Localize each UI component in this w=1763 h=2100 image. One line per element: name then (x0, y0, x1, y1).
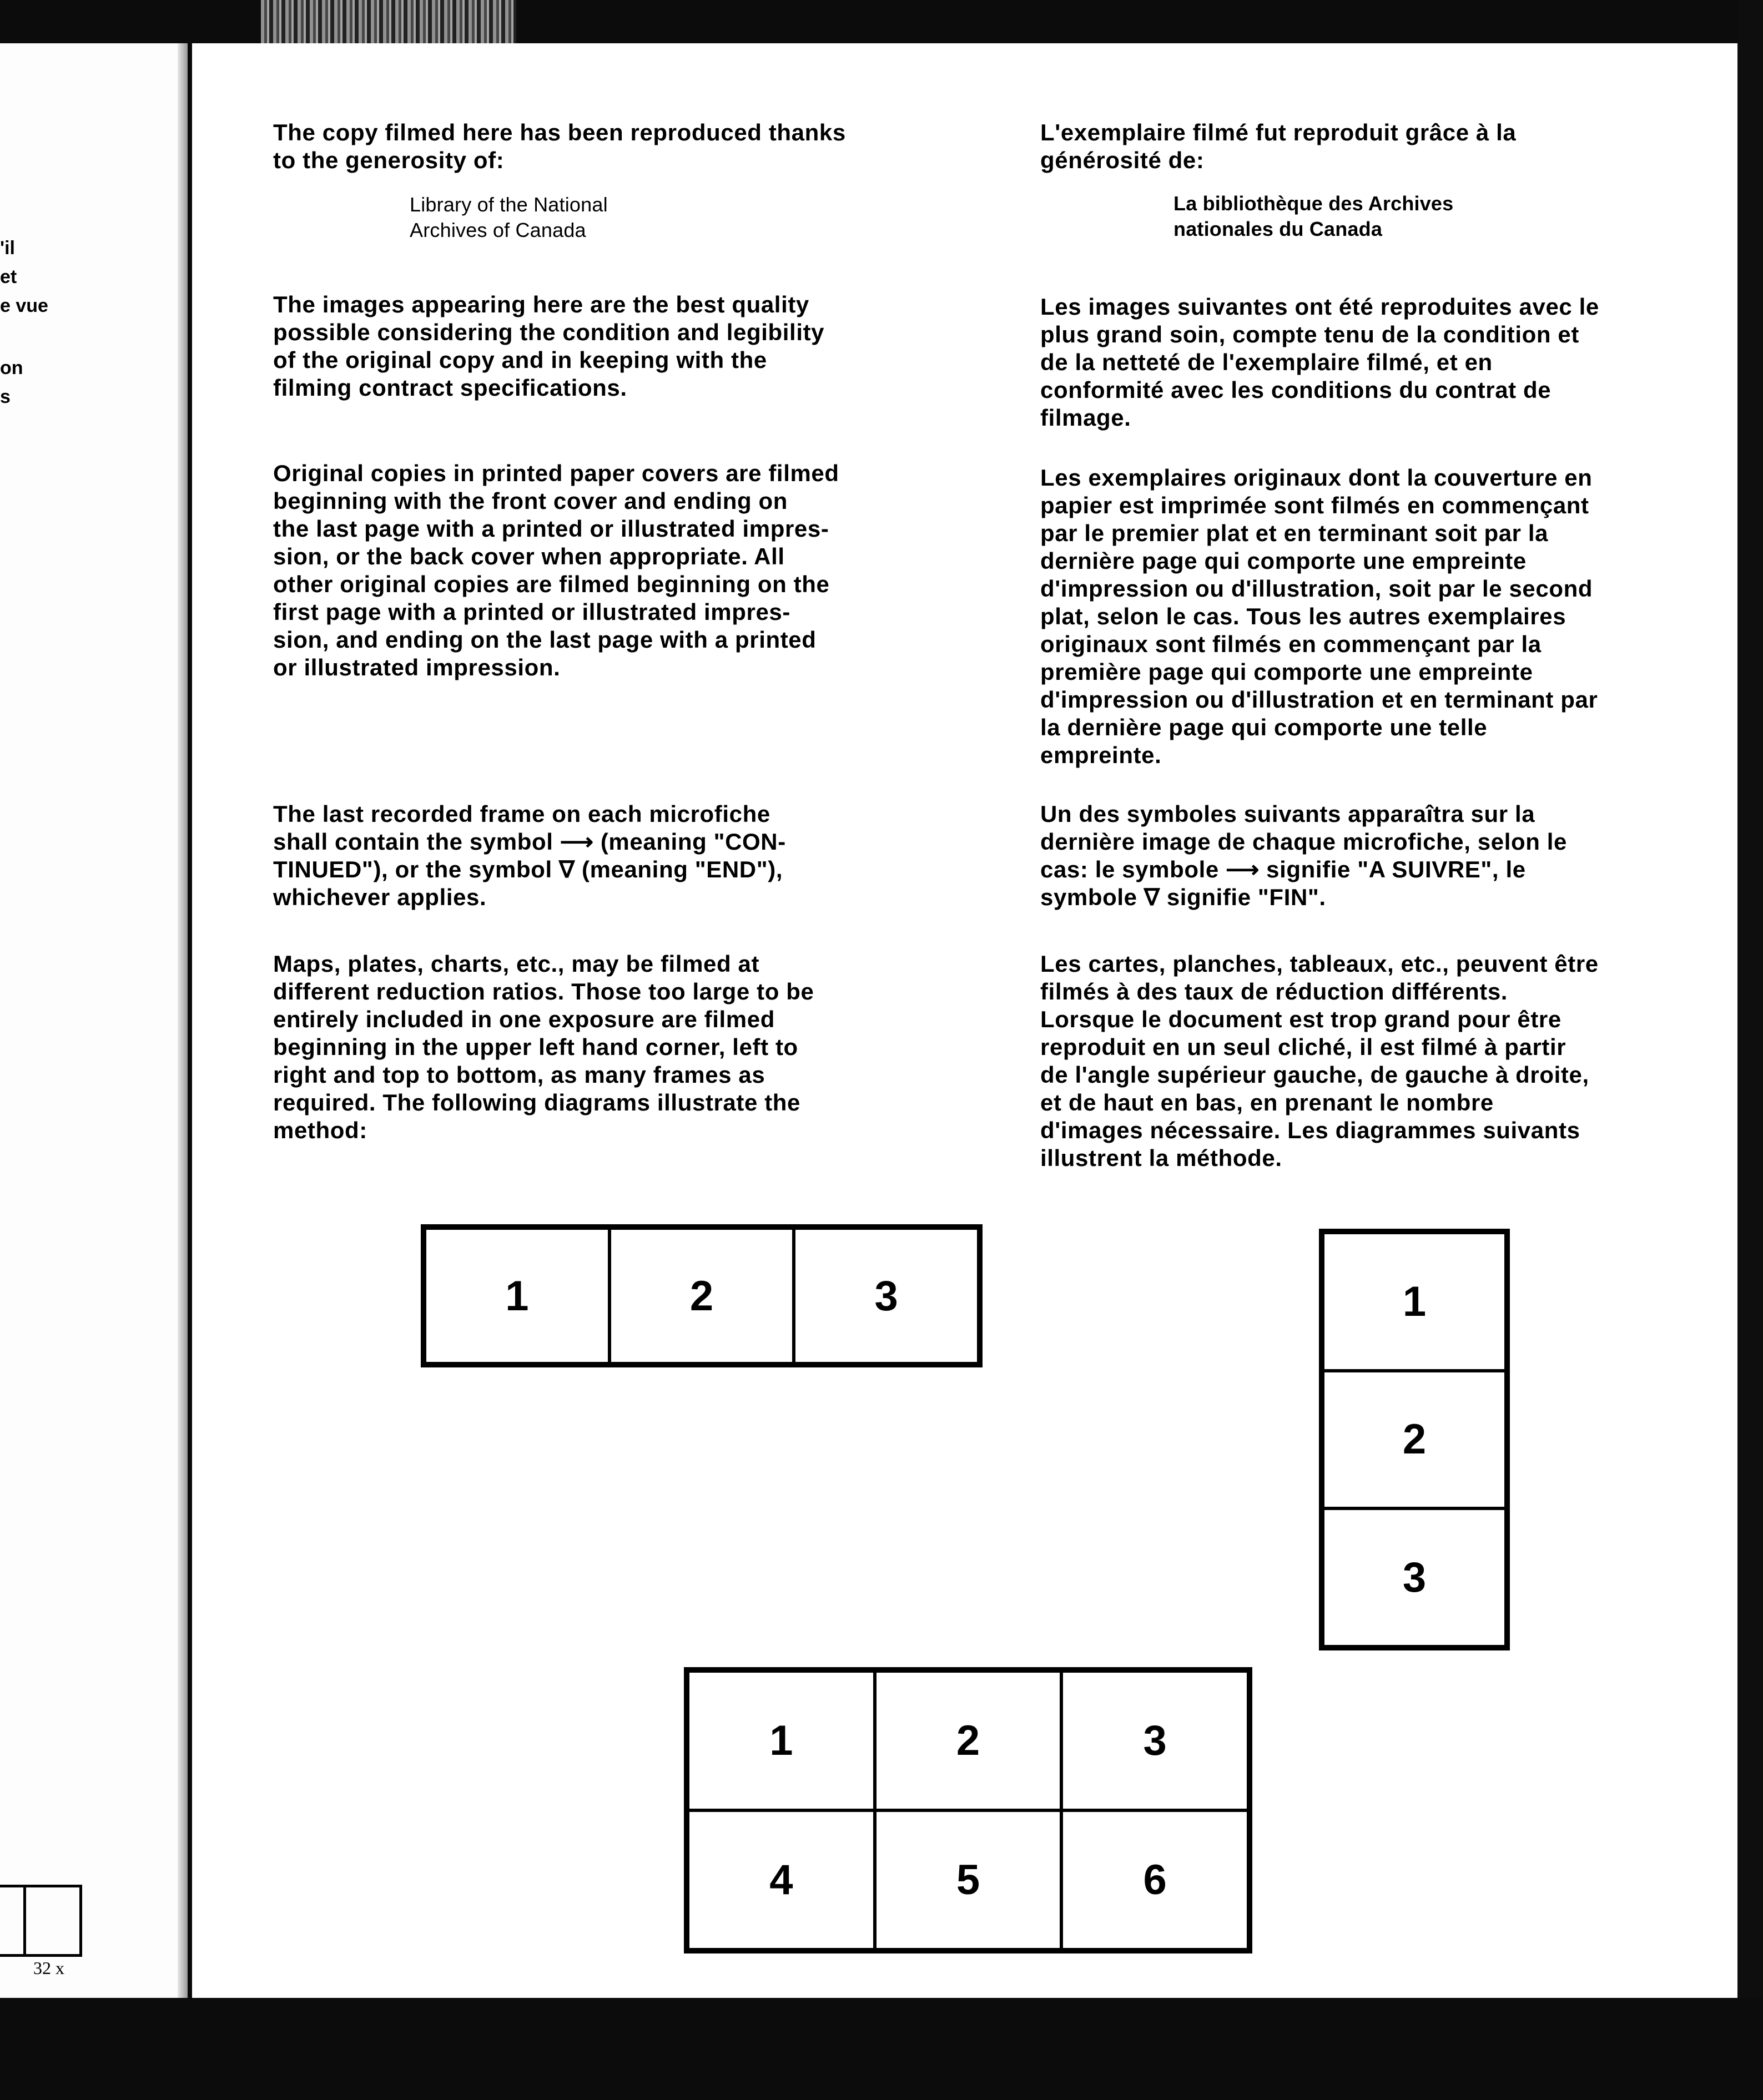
prev-text-fragment: 'il (0, 238, 15, 259)
symbols-paragraph-fr: Un des symboles suivants apparaîtra sur la dernière image de chaque microfiche, selon le cas: le symbole ⟶ signifie "A SUIVRE", le symbole ∇ signifie "FIN". (1040, 801, 1567, 910)
prev-text-fragment: et (0, 266, 17, 287)
credit-institution: Library of the National Archives of Canada (410, 193, 608, 241)
covers-paragraph-fr: Les exemplaires originaux dont la couverture en papier est imprimée sont filmés en commençant par le premier plat et en terminant soit par la dernière page qui comporte une empreinte d'impression ou d'illustration, soit par le second plat, selon le cas. Tous les autres exemplaires originaux sont filmés en commençant par la première page qui comporte une empreinte d'impression ou d'illustration et en terminant par la dernière page qui comporte une telle empreinte. (1040, 465, 1598, 768)
quality-paragraph: The images appearing here are the best quality possible considering the condition and legibility of the original copy and in keeping with the filming contract specifications. (273, 291, 825, 401)
frame-cell: 4 (688, 1810, 875, 1950)
covers-paragraph: Original copies in printed paper covers are filmed beginning with the front cover and ending on the last page with a printed or illustrated impres- sion, or the back cover when appropriate. All other original copies are filmed beginning on the first page with a printed or illustrated impres- sion, and ending on the last page with a printed or illustrated impression. (273, 460, 839, 680)
reduction-label: 32 x (33, 1958, 64, 1978)
credit-intro: The copy filmed here has been reproduced thanks to the generosity of: (273, 119, 846, 173)
symbols-paragraph: The last recorded frame on each microfiche shall contain the symbol ⟶ (meaning "CON- TINUED"), or the symbol ∇ (meaning "END"), whichever applies. (273, 801, 786, 910)
previous-page-fragment (0, 43, 188, 1998)
prev-text-fragment: s (0, 386, 11, 407)
target-page (192, 43, 1737, 1998)
frame-cell: 2 (610, 1228, 794, 1364)
scanner-right-border (1737, 0, 1763, 2100)
maps-paragraph-fr: Les cartes, planches, tableaux, etc., peuvent être filmés à des taux de réduction différents. Lorsque le document est trop grand pour être reproduit en un seul cliché, il est filmé à partir de l'angle supérieur gauche, de gauche à droite, et de haut en bas, en prenant le nombre d'images nécessaire. Les diagrammes suivants illustrent la méthode. (1040, 951, 1599, 1171)
frame-cell: 1 (1323, 1233, 1506, 1371)
english-column (273, 43, 939, 1264)
maps-paragraph: Maps, plates, charts, etc., may be filmed at different reduction ratios. Those too large to be entirely included in one exposure are filmed beginning in the upper left hand corner, left to right and top to bottom, as many frames as required. The following diagrams illustrate the method: (273, 951, 814, 1143)
horizontal-frame-diagram (421, 1224, 983, 1367)
quality-paragraph-fr: Les images suivantes ont été reproduites avec le plus grand soin, compte tenu de la condition et de la netteté de l'exemplaire filmé, et en conformité avec les conditions du contrat de filmage. (1040, 294, 1599, 431)
frame-cell: 5 (875, 1810, 1062, 1950)
frame-cell: 3 (794, 1228, 979, 1364)
prev-text-fragment: e vue (0, 295, 48, 316)
frame-cell: 1 (688, 1671, 875, 1810)
prev-text-fragment: on (0, 357, 23, 378)
frame-cell: 1 (425, 1228, 610, 1364)
frame-cell: 2 (875, 1671, 1062, 1810)
frame-cell: 2 (1323, 1371, 1506, 1509)
frame-cell: 3 (1323, 1508, 1506, 1647)
credit-intro-fr: L'exemplaire filmé fut reproduit grâce à la générosité de: (1040, 119, 1517, 173)
french-column (1040, 43, 1729, 1264)
scanner-noise (261, 0, 516, 43)
reduction-target-box (0, 1885, 82, 1957)
credit-institution-fr: La bibliothèque des Archives nationales du Canada (1173, 192, 1454, 240)
page-gutter (178, 43, 188, 1998)
vertical-frame-diagram (1319, 1229, 1510, 1650)
scanner-bottom-border (0, 1998, 1763, 2100)
frame-cell: 3 (1061, 1671, 1248, 1810)
frame-cell: 6 (1061, 1810, 1248, 1950)
grid-frame-diagram (684, 1667, 1252, 1953)
